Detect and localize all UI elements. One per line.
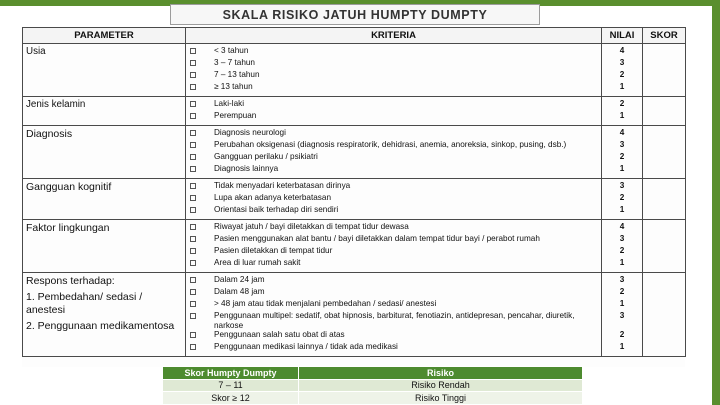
nilai-value: 1 xyxy=(619,299,625,308)
checkbox-icon[interactable] xyxy=(190,332,196,338)
criteria-text: Pasien menggunakan alat bantu / bayi diletakkan dalam tempat tidur bayi / perabot rumah xyxy=(214,234,540,243)
kriteria-cell xyxy=(186,97,602,126)
nilai-cell xyxy=(602,126,643,179)
parameter-label: Faktor lingkungan xyxy=(26,222,110,234)
criteria-text: Diagnosis neurologi xyxy=(214,128,286,137)
kriteria-cell xyxy=(186,179,602,220)
risk-scale-table xyxy=(22,27,686,357)
nilai-value: 4 xyxy=(619,222,625,231)
criteria-text: 7 – 13 tahun xyxy=(214,70,260,79)
checkbox-icon[interactable] xyxy=(190,101,196,107)
criteria-text: Penggunaan medikasi lainnya / tidak ada medikasi xyxy=(214,342,398,352)
right-accent-strip xyxy=(712,6,720,405)
nilai-value: 2 xyxy=(619,70,625,79)
legend-row-high xyxy=(163,392,583,405)
kriteria-cell xyxy=(186,126,602,179)
nilai-value: 1 xyxy=(619,342,625,351)
criteria-item xyxy=(189,205,598,217)
checkbox-icon[interactable] xyxy=(190,166,196,172)
nilai-value: 1 xyxy=(619,258,625,267)
checkbox-icon[interactable] xyxy=(190,48,196,54)
parameter-label: Jenis kelamin xyxy=(26,99,86,110)
skor-cell[interactable] xyxy=(643,273,686,357)
criteria-text: Orientasi baik terhadap diri sendiri xyxy=(214,205,339,214)
criteria-item xyxy=(189,311,598,330)
criteria-text: Dalam 24 jam xyxy=(214,275,265,284)
parameter-cell xyxy=(23,97,186,126)
nilai-cell xyxy=(602,179,643,220)
nilai-value: 1 xyxy=(619,111,625,120)
skor-cell[interactable] xyxy=(643,97,686,126)
checkbox-icon[interactable] xyxy=(190,260,196,266)
header-skor: SKOR xyxy=(643,28,686,44)
criteria-text: 3 – 7 tahun xyxy=(214,58,255,67)
skor-cell[interactable] xyxy=(643,126,686,179)
criteria-text: > 48 jam atau tidak menjalani pembedahan / sedasi/ anestesi xyxy=(214,299,437,308)
checkbox-icon[interactable] xyxy=(190,195,196,201)
parameter-label: Usia xyxy=(26,46,46,57)
legend-risk-low: Risiko Rendah xyxy=(299,379,583,392)
criteria-item xyxy=(189,222,598,234)
checkbox-icon[interactable] xyxy=(190,60,196,66)
checkbox-icon[interactable] xyxy=(190,344,196,350)
legend-risk-high: Risiko Tinggi xyxy=(299,392,583,405)
checkbox-icon[interactable] xyxy=(190,183,196,189)
nilai-value: 3 xyxy=(619,275,625,284)
nilai-value: 3 xyxy=(619,140,625,149)
criteria-text: Riwayat jatuh / bayi diletakkan di tempat tidur dewasa xyxy=(214,222,409,231)
nilai-value: 2 xyxy=(619,99,625,108)
criteria-text: Lupa akan adanya keterbatasan xyxy=(214,193,331,202)
header-nilai: NILAI xyxy=(602,28,643,44)
criteria-text: Perubahan oksigenasi (diagnosis respiratorik, dehidrasi, anemia, anoreksia, sinkop, pusing, dsb.) xyxy=(214,140,567,149)
nilai-value: 1 xyxy=(619,205,625,214)
page-title: SKALA RISIKO JATUH HUMPTY DUMPTY xyxy=(170,4,540,25)
checkbox-icon[interactable] xyxy=(190,154,196,160)
parameter-cell xyxy=(23,179,186,220)
criteria-item xyxy=(189,82,598,94)
criteria-item xyxy=(189,181,598,193)
checkbox-icon[interactable] xyxy=(190,301,196,307)
nilai-value: 2 xyxy=(619,193,625,202)
legend-header-row xyxy=(163,367,583,380)
nilai-cell xyxy=(602,97,643,126)
parameter-label: Diagnosis xyxy=(26,128,73,140)
criteria-item xyxy=(189,140,598,152)
kriteria-cell xyxy=(186,44,602,97)
skor-cell[interactable] xyxy=(643,220,686,273)
checkbox-icon[interactable] xyxy=(190,207,196,213)
legend-row-low xyxy=(163,379,583,392)
criteria-item xyxy=(189,193,598,205)
criteria-item xyxy=(189,330,598,342)
checkbox-icon[interactable] xyxy=(190,313,196,319)
criteria-text: Diagnosis lainnya xyxy=(214,164,279,173)
criteria-item xyxy=(189,234,598,246)
nilai-value: 4 xyxy=(619,128,625,137)
nilai-value: 4 xyxy=(619,46,625,55)
legend-score-low: 7 – 11 xyxy=(163,379,299,392)
criteria-item xyxy=(189,287,598,299)
criteria-item xyxy=(189,99,598,111)
criteria-item xyxy=(189,46,598,58)
criteria-text: Laki-laki xyxy=(214,99,245,108)
criteria-item xyxy=(189,299,598,311)
table-header-row xyxy=(23,28,686,44)
header-parameter: PARAMETER xyxy=(23,28,186,44)
nilai-cell xyxy=(602,220,643,273)
checkbox-icon[interactable] xyxy=(190,130,196,136)
skor-cell[interactable] xyxy=(643,179,686,220)
nilai-value: 3 xyxy=(619,181,625,190)
table-row xyxy=(23,44,686,97)
table-row xyxy=(23,273,686,357)
criteria-text: Pasien diletakkan di tempat tidur xyxy=(214,246,333,255)
nilai-cell xyxy=(602,44,643,97)
criteria-text: Dalam 48 jam xyxy=(214,287,265,296)
parameter-cell xyxy=(23,220,186,273)
legend-header-score: Skor Humpty Dumpty xyxy=(163,367,299,380)
criteria-text: Gangguan perilaku / psikiatri xyxy=(214,152,318,161)
table-row xyxy=(23,97,686,126)
table-row xyxy=(23,179,686,220)
nilai-value: 3 xyxy=(619,58,625,67)
criteria-text: Area di luar rumah sakit xyxy=(214,258,301,267)
criteria-item xyxy=(189,58,598,70)
parameter-sub-label: 1. Pembedahan/ sedasi / anestesi xyxy=(26,291,143,316)
criteria-item xyxy=(189,111,598,123)
criteria-item xyxy=(189,275,598,287)
criteria-item xyxy=(189,152,598,164)
criteria-text: Penggunaan multipel: sedatif, obat hipnosis, barbiturat, fenotiazin, antidepresan, pencahar, diuretik, narkose xyxy=(214,311,575,330)
table-row xyxy=(23,126,686,179)
checkbox-icon[interactable] xyxy=(190,236,196,242)
nilai-value: 2 xyxy=(619,330,625,339)
parameter-cell xyxy=(23,273,186,357)
checkbox-icon[interactable] xyxy=(190,142,196,148)
nilai-value: 2 xyxy=(619,246,625,255)
table-row xyxy=(23,220,686,273)
criteria-item xyxy=(189,246,598,258)
criteria-text: Tidak menyadari keterbatasan dirinya xyxy=(214,181,351,190)
checkbox-icon[interactable] xyxy=(190,72,196,78)
nilai-value: 1 xyxy=(619,164,625,173)
checkbox-icon[interactable] xyxy=(190,224,196,230)
parameter-label: Gangguan kognitif xyxy=(26,181,112,193)
parameter-label: Respons terhadap: xyxy=(26,275,115,287)
checkbox-icon[interactable] xyxy=(190,84,196,90)
parameter-cell xyxy=(23,44,186,97)
parameter-sub-label: 2. Penggunaan medikamentosa xyxy=(26,320,175,333)
skor-cell[interactable] xyxy=(643,44,686,97)
criteria-text: < 3 tahun xyxy=(214,46,249,55)
nilai-value: 3 xyxy=(619,311,625,320)
score-legend-table xyxy=(162,366,583,405)
checkbox-icon[interactable] xyxy=(190,113,196,119)
nilai-value: 3 xyxy=(619,234,625,243)
criteria-item xyxy=(189,258,598,270)
checkbox-icon[interactable] xyxy=(190,248,196,254)
nilai-cell xyxy=(602,273,643,357)
legend-header-risk: Risiko xyxy=(299,367,583,380)
criteria-text: Penggunaan salah satu obat di atas xyxy=(214,330,345,340)
legend-score-high: Skor ≥ 12 xyxy=(163,392,299,405)
header-kriteria: KRITERIA xyxy=(186,28,602,44)
parameter-cell xyxy=(23,126,186,179)
kriteria-cell xyxy=(186,273,602,357)
criteria-item xyxy=(189,128,598,140)
kriteria-cell xyxy=(186,220,602,273)
nilai-value: 1 xyxy=(619,82,625,91)
checkbox-icon[interactable] xyxy=(190,289,196,295)
criteria-item xyxy=(189,342,598,354)
criteria-item xyxy=(189,164,598,176)
nilai-value: 2 xyxy=(619,152,625,161)
criteria-text: ≥ 13 tahun xyxy=(214,82,253,91)
checkbox-icon[interactable] xyxy=(190,277,196,283)
criteria-text: Perempuan xyxy=(214,111,257,120)
criteria-item xyxy=(189,70,598,82)
nilai-value: 2 xyxy=(619,287,625,296)
